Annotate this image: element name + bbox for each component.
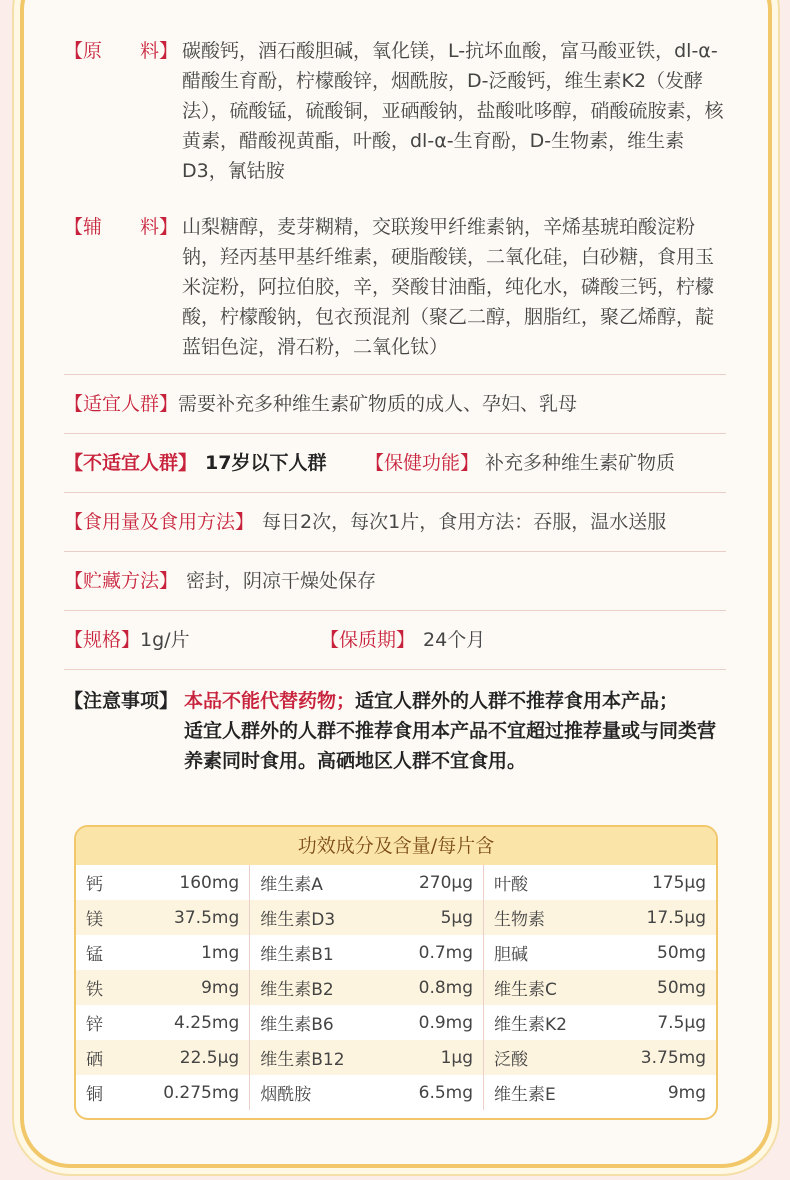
nutrition-table (74, 825, 718, 1120)
unsuitable-label: 【不适宜人群】 (64, 452, 198, 474)
spec-shelf-line (64, 611, 726, 669)
nutrient-amount: 0.7mg (386, 935, 483, 970)
nutrient-name: 维生素B12 (250, 1040, 386, 1075)
nutrient-name: 铁 (76, 970, 124, 1005)
function-text: 补充多种维生素矿物质 (485, 452, 676, 474)
nutrient-amount: 0.275mg (124, 1075, 250, 1110)
nutrition-grid (76, 865, 716, 1110)
excipients-label: 【辅 料】 (64, 216, 179, 238)
table-row (76, 935, 716, 970)
nutrient-name: 铜 (86, 1085, 103, 1105)
nutrient-name: 维生素B2 (250, 970, 386, 1005)
nutrient-amount: 9mg (124, 970, 250, 1005)
nutrient-name: 维生素E (494, 1085, 556, 1105)
nutrient-amount: 4.25mg (124, 1005, 250, 1040)
table-row (76, 1075, 716, 1110)
nutrient-name: 烟酰胺 (260, 1085, 312, 1105)
nutrient-name: 锰 (86, 945, 103, 965)
suitable-text: 需要补充多种维生素矿物质的成人、孕妇、乳母 (178, 393, 578, 415)
usage-text: 每日2次，每次1片，食用方法：吞服，温水送服 (262, 511, 667, 533)
unsuitable-text: 17岁以下人群 (205, 452, 327, 474)
nutrient-name: 维生素K2 (494, 1015, 567, 1035)
nutrient-amount: 0.9mg (386, 1005, 483, 1040)
nutrient-amount: 160mg (124, 865, 250, 900)
product-info (64, 36, 726, 776)
nutrient-name: 锌 (86, 1015, 103, 1035)
nutrient-name: 维生素D3 (250, 900, 386, 935)
nutrient-name: 镁 (76, 900, 124, 935)
excipients (64, 200, 726, 374)
notice-text (184, 686, 726, 776)
nutrient-name: 维生素B1 (260, 945, 334, 965)
nutrient-amount: 3.75mg (605, 1040, 716, 1075)
unsuitable-function-line (64, 434, 726, 492)
nutrient-name: 泛酸 (484, 1040, 606, 1075)
table-row (76, 1040, 716, 1075)
table-row (76, 1005, 716, 1040)
nutrient-name: 生物素 (484, 900, 606, 935)
table-row (76, 865, 716, 900)
storage-label: 【贮藏方法】 (64, 570, 179, 592)
shelf-text: 24个月 (423, 629, 486, 651)
nutrient-name: 维生素A (260, 875, 323, 895)
raw-materials-label: 【原 料】 (64, 40, 179, 62)
nutrient-amount: 6.5mg (386, 1075, 483, 1110)
notice (64, 670, 726, 776)
suitable-group (64, 375, 726, 433)
nutrient-amount: 37.5mg (124, 900, 250, 935)
notice-label: 【注意事项】 (64, 690, 179, 712)
table-row (76, 970, 716, 1005)
usage-label: 【食用量及食用方法】 (64, 511, 255, 533)
shelf-label: 【保质期】 (320, 629, 416, 651)
nutrient-amount: 22.5μg (124, 1040, 250, 1075)
excipients-text: 山梨糖醇，麦芽糊精，交联羧甲纤维素钠，辛烯基琥珀酸淀粉钠，羟丙基甲基纤维素，硬脂酸镁，二氧化硅，白砂糖，食用玉米淀粉，阿拉伯胶，辛，癸酸甘油酯，纯化水，磷酸三钙，柠檬酸，柠檬酸钠，包衣预混剂（聚乙二醇，胭脂红，聚乙烯醇，靛蓝铝色淀，滑石粉，二氧化钛） (182, 216, 715, 358)
nutrient-name: 维生素B6 (260, 1015, 334, 1035)
nutrient-amount: 5μg (386, 900, 483, 935)
nutrient-amount: 175μg (651, 872, 706, 893)
storage-line (64, 552, 726, 610)
nutrient-amount: 0.8mg (386, 970, 483, 1005)
nutrient-amount: 7.5μg (657, 1012, 706, 1033)
spec-label: 【规格】 (64, 629, 141, 651)
usage-line (64, 493, 726, 551)
nutrient-name: 钙 (86, 875, 103, 895)
nutrient-amount: 270μg (386, 865, 483, 900)
nutrient-amount: 1μg (386, 1040, 483, 1075)
nutrient-amount: 17.5μg (605, 900, 716, 935)
spec-text: 1g/片 (140, 629, 190, 651)
storage-text: 密封，阴凉干燥处保存 (186, 570, 377, 592)
notice-red-text: 本品不能代替药物； (184, 690, 356, 712)
nutrient-amount: 1mg (124, 935, 250, 970)
notice-text-1: 适宜人群外的人群不推荐食用本产品； (355, 690, 679, 712)
nutrient-amount: 50mg (657, 942, 706, 963)
nutrient-name: 叶酸 (494, 875, 529, 895)
raw-materials (64, 36, 726, 186)
nutrient-name: 胆碱 (494, 945, 529, 965)
nutrient-amount: 50mg (605, 970, 716, 1005)
nutrient-name: 硒 (76, 1040, 124, 1075)
nutrient-amount: 9mg (667, 1082, 706, 1103)
suitable-label: 【适宜人群】 (64, 393, 179, 415)
raw-materials-text: 碳酸钙，酒石酸胆碱，氧化镁，L-抗坏血酸，富马酸亚铁，dl-α-醋酸生育酚，柠檬酸锌，烟酰胺，D-泛酸钙，维生素K2（发酵法），硫酸锰，硫酸铜，亚硒酸钠，盐酸吡哆醇，硝酸硫胺素，核黄素，醋酸视黄酯，叶酸，dl-α-生育酚，D-生物素，维生素D3，氰钴胺 (182, 40, 724, 182)
nutrient-name: 维生素C (484, 970, 606, 1005)
function-label: 【保健功能】 (365, 452, 480, 474)
notice-text-2: 适宜人群外的人群不推荐食用本产品不宜超过推荐量或与同类营养素同时食用。高硒地区人群不宜食用。 (184, 720, 717, 772)
table-row (76, 900, 716, 935)
table-title: 功效成分及含量/每片含 (76, 827, 716, 865)
